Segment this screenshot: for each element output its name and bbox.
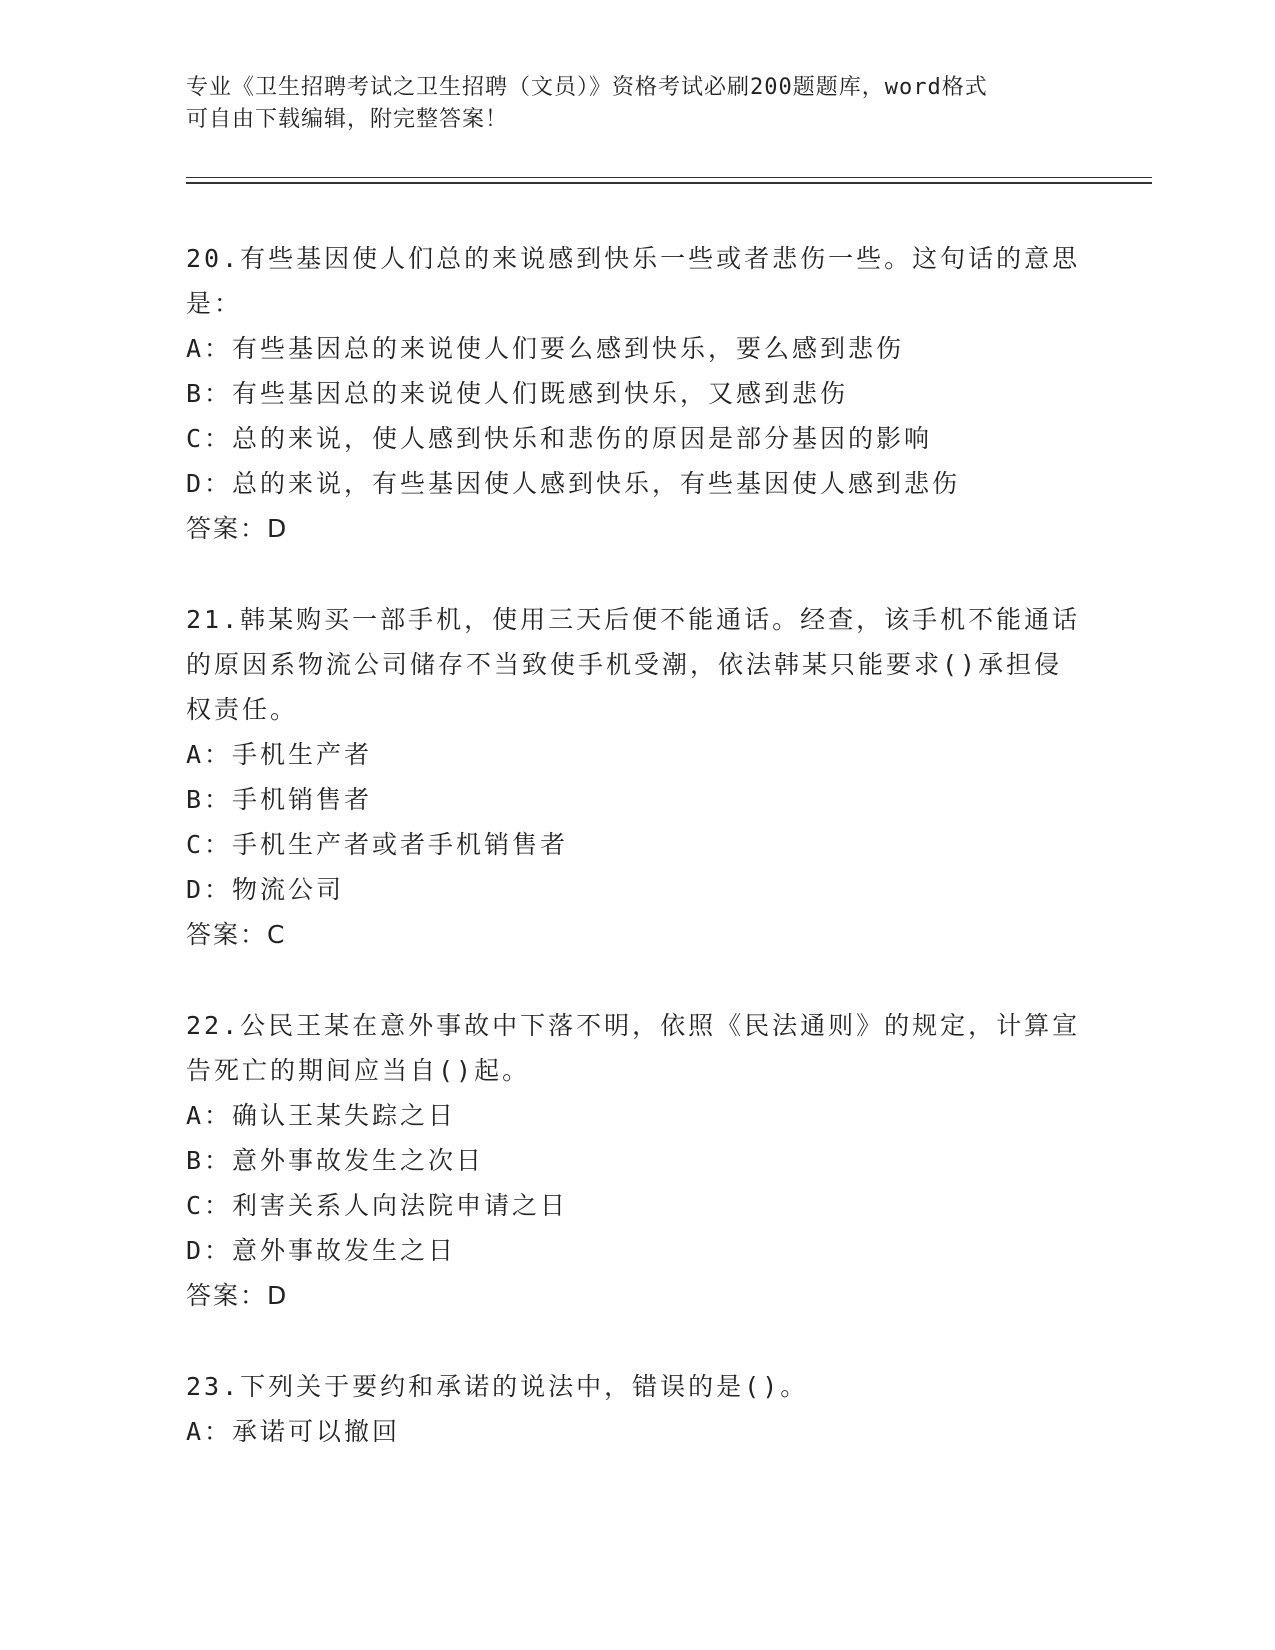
question-22 — [186, 1003, 1086, 1318]
header-line-1: 专业《卫生招聘考试之卫生招聘（文员）》资格考试必刷200题题库，word格式 — [186, 75, 988, 100]
document-header — [186, 72, 1086, 136]
question-20 — [186, 236, 1086, 551]
option-b: B：手机销售者 — [186, 785, 373, 814]
option-b: B：意外事故发生之次日 — [186, 1146, 485, 1175]
option-a: A：手机生产者 — [186, 740, 373, 769]
option-a: A：承诺可以撤回 — [186, 1417, 401, 1446]
option-a: A：确认王某失踪之日 — [186, 1101, 457, 1130]
option-c: C：总的来说，使人感到快乐和悲伤的原因是部分基因的影响 — [186, 424, 933, 453]
option-c: C：手机生产者或者手机销售者 — [186, 830, 569, 859]
option-d: D：总的来说，有些基因使人感到快乐，有些基因使人感到悲伤 — [186, 469, 961, 498]
header-divider-thin — [186, 177, 1152, 178]
option-d: D：意外事故发生之日 — [186, 1236, 457, 1265]
answer: 答案：D — [186, 514, 289, 543]
question-text: 23.下列关于要约和承诺的说法中，错误的是()。 — [186, 1372, 809, 1401]
question-23 — [186, 1364, 1086, 1454]
answer: 答案：C — [186, 920, 287, 949]
header-line-2: 可自由下载编辑，附完整答案！ — [186, 107, 509, 132]
question-text: 20.有些基因使人们总的来说感到快乐一些或者悲伤一些。这句话的意思是： — [186, 244, 1081, 318]
question-21 — [186, 597, 1086, 957]
header-divider-thick — [186, 182, 1152, 184]
option-b: B：有些基因总的来说使人们既感到快乐，又感到悲伤 — [186, 379, 849, 408]
question-text: 22.公民王某在意外事故中下落不明，依照《民法通则》的规定，计算宣告死亡的期间应当自()起。 — [186, 1011, 1081, 1085]
option-d: D：物流公司 — [186, 875, 345, 904]
question-list — [186, 236, 1086, 1500]
question-text: 21.韩某购买一部手机，使用三天后便不能通话。经查，该手机不能通话的原因系物流公司储存不当致使手机受潮，依法韩某只能要求()承担侵权责任。 — [186, 605, 1081, 724]
answer: 答案：D — [186, 1281, 289, 1310]
option-a: A：有些基因总的来说使人们要么感到快乐，要么感到悲伤 — [186, 334, 905, 363]
option-c: C：利害关系人向法院申请之日 — [186, 1191, 569, 1220]
